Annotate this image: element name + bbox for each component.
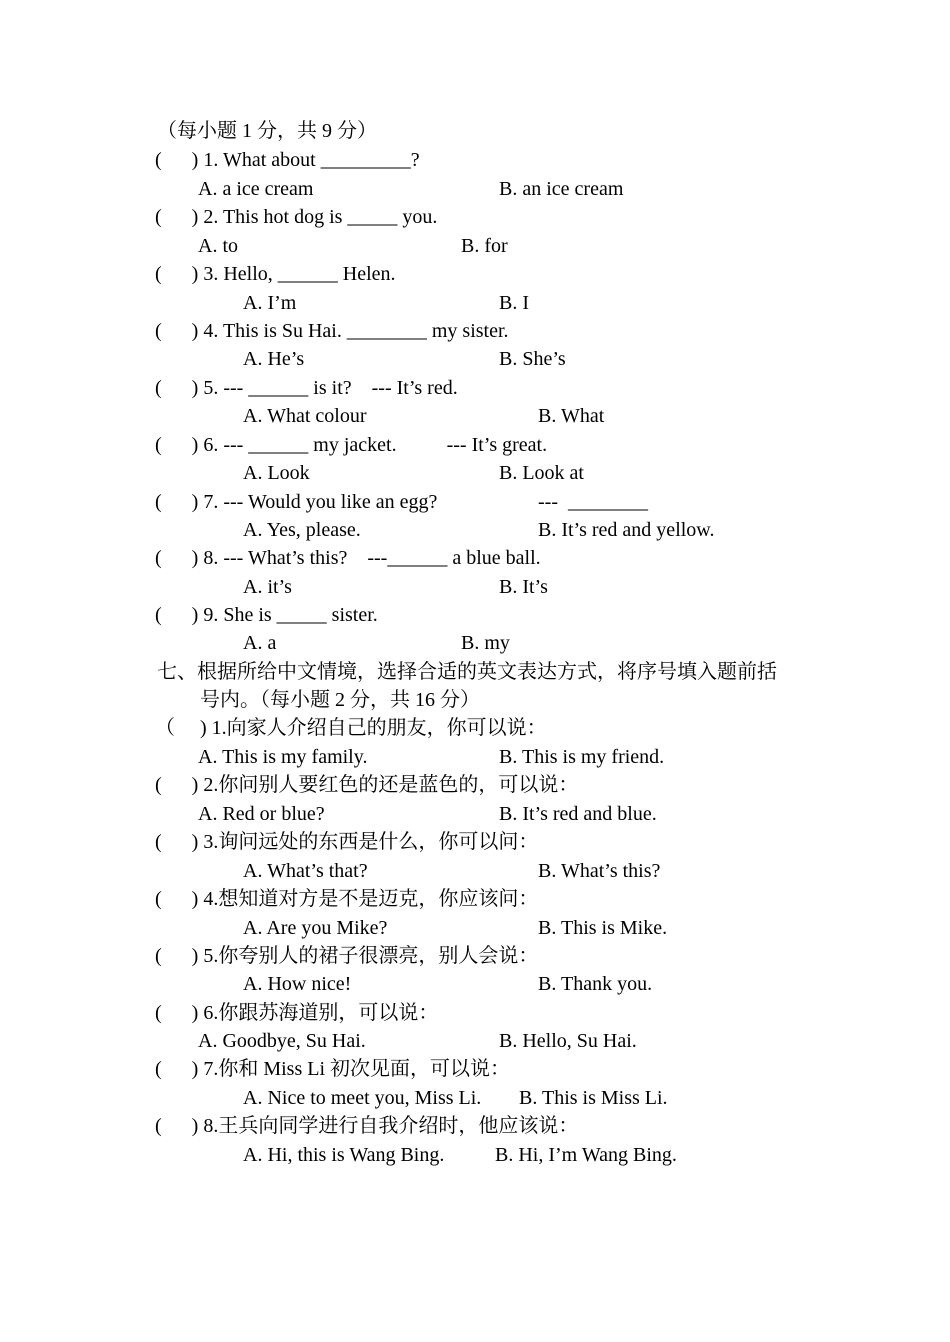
option-b: B. It’s red and yellow. bbox=[538, 519, 715, 541]
option-a: A. He’s bbox=[243, 348, 305, 370]
option-b: B. This is my friend. bbox=[499, 746, 665, 768]
question-stem: ( ) 1. What about _________? bbox=[155, 149, 420, 171]
question-stem: ( ) 4. This is Su Hai. ________ my sister. bbox=[155, 320, 509, 342]
option-b: B. It’s red and blue. bbox=[499, 803, 657, 825]
question-stem: ( ) 5.你夸别人的裙子很漂亮，别人会说： bbox=[155, 945, 539, 967]
section-heading: 七、根据所给中文情境，选择合适的英文表达方式，将序号填入题前括 bbox=[157, 661, 777, 683]
question-stem: ( ) 7. --- Would you like an egg? bbox=[155, 491, 438, 513]
option-b: B. Thank you. bbox=[538, 973, 653, 995]
question-stem: ( ) 2.你问别人要红色的还是蓝色的，可以说： bbox=[155, 774, 579, 796]
question-stem: ( ) 5. --- ______ is it? --- It’s red. bbox=[155, 377, 458, 399]
option-b: B. It’s bbox=[499, 576, 548, 598]
option-b: B. for bbox=[461, 235, 508, 257]
option-a: A. Red or blue? bbox=[198, 803, 325, 825]
option-a: A. What colour bbox=[243, 405, 367, 427]
option-a: A. Are you Mike? bbox=[243, 917, 388, 939]
option-a: A. a bbox=[243, 632, 277, 654]
answer-blank: --- ________ bbox=[538, 491, 648, 513]
option-a: A. a ice cream bbox=[198, 178, 314, 200]
option-b: B. Hello, Su Hai. bbox=[499, 1030, 637, 1052]
question-stem: ( ) 7.你和 Miss Li 初次见面，可以说： bbox=[155, 1058, 510, 1080]
option-a: A. This is my family. bbox=[198, 746, 368, 768]
question-stem: ( ) 6.你跟苏海道别，可以说： bbox=[155, 1002, 439, 1024]
option-a: A. Look bbox=[243, 462, 310, 484]
section-heading-cont: 号内。（每小题 2 分，共 16 分） bbox=[200, 689, 480, 711]
question-stem: ( ) 3.询问远处的东西是什么，你可以问： bbox=[155, 831, 539, 853]
option-b: B. an ice cream bbox=[499, 178, 624, 200]
question-stem: ( ) 9. She is _____ sister. bbox=[155, 604, 378, 626]
question-stem: （ ) 1.向家人介绍自己的朋友，你可以说： bbox=[155, 717, 547, 739]
question-stem: ( ) 6. --- ______ my jacket. --- It’s great. bbox=[155, 434, 548, 456]
question-stem: ( ) 4.想知道对方是不是迈克，你应该问： bbox=[155, 888, 539, 910]
option-a: A. to bbox=[198, 235, 238, 257]
option-a: A. Yes, please. bbox=[243, 519, 361, 541]
option-a: A. Nice to meet you, Miss Li. bbox=[243, 1087, 482, 1109]
option-b: B. This is Mike. bbox=[538, 917, 668, 939]
question-stem: ( ) 8.王兵向同学进行自我介绍时，他应该说： bbox=[155, 1115, 579, 1137]
option-b: B. What bbox=[538, 405, 605, 427]
option-a: A. I’m bbox=[243, 292, 297, 314]
option-b: B. my bbox=[461, 632, 510, 654]
option-b: B. She’s bbox=[499, 348, 566, 370]
option-b: B. What’s this? bbox=[538, 860, 661, 882]
option-a: A. Goodbye, Su Hai. bbox=[198, 1030, 366, 1052]
option-b: B. Hi, I’m Wang Bing. bbox=[495, 1144, 677, 1166]
option-a: A. What’s that? bbox=[243, 860, 368, 882]
score-note: （每小题 1 分，共 9 分） bbox=[157, 120, 377, 142]
question-stem: ( ) 3. Hello, ______ Helen. bbox=[155, 263, 396, 285]
option-b: B. Look at bbox=[499, 462, 584, 484]
option-a: A. Hi, this is Wang Bing. bbox=[243, 1144, 445, 1166]
option-a: A. How nice! bbox=[243, 973, 352, 995]
option-a: A. it’s bbox=[243, 576, 292, 598]
question-stem: ( ) 8. --- What’s this? ---______ a blue ball. bbox=[155, 547, 541, 569]
question-stem: ( ) 2. This hot dog is _____ you. bbox=[155, 206, 438, 228]
option-b: B. I bbox=[499, 292, 529, 314]
option-b: B. This is Miss Li. bbox=[519, 1087, 668, 1109]
